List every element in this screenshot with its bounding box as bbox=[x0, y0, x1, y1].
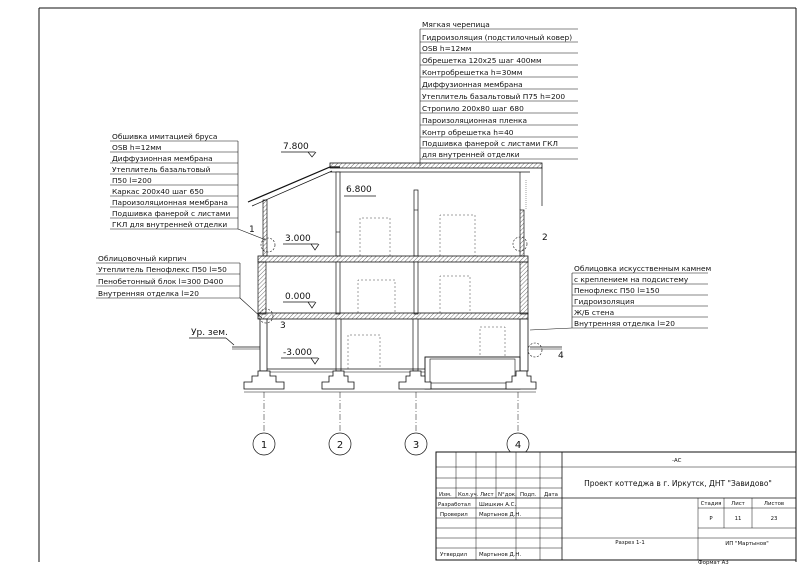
roof-note: OSB h=12мм bbox=[422, 44, 472, 53]
stone-note: Пенофлекс П50 l=150 bbox=[574, 286, 660, 295]
tb-name-check: Мартынов Д.Н. bbox=[479, 512, 522, 518]
brick-note: Утеплитель Пенофлекс П50 l=50 bbox=[98, 265, 227, 274]
axis-3: 3 bbox=[412, 440, 420, 451]
tb-col-ndok: N°док. bbox=[498, 492, 517, 498]
wall-note: Обшивка имитацией бруса bbox=[112, 132, 218, 141]
tb-sheets-header: Листов bbox=[763, 501, 785, 507]
tb-stage-header: Стадия bbox=[700, 501, 722, 507]
wall-note: Пароизоляционная мембрана bbox=[112, 198, 228, 207]
roof-note: Мягкая черепица bbox=[422, 20, 490, 29]
roof-note: Гидроизоляция (подстилочный ковер) bbox=[422, 33, 573, 42]
wall-note: П50 l=200 bbox=[112, 176, 152, 185]
wall-note: Утеплитель базальтовый bbox=[112, 165, 211, 174]
level-ground: 0.000 bbox=[285, 292, 311, 302]
tb-col-list: Лист bbox=[480, 492, 494, 498]
wall-notes bbox=[110, 132, 266, 240]
axis-2: 2 bbox=[336, 440, 344, 451]
stone-note: Ж/Б стена bbox=[574, 308, 615, 317]
roof-note: Контр обрешетка h=40 bbox=[422, 128, 514, 137]
roof-note: Диффузионная мембрана bbox=[422, 80, 523, 89]
callout-3: 3 bbox=[280, 321, 286, 331]
roof-note: Обрешетка 120х25 шаг 400мм bbox=[422, 56, 542, 65]
level-roof: 7.800 bbox=[283, 142, 309, 152]
tb-stage: Р bbox=[709, 516, 713, 522]
wall-note: Каркас 200х40 шаг 650 bbox=[112, 187, 204, 196]
tb-name-approve: Мартынов Д.Н. bbox=[479, 552, 522, 558]
tb-name-dev: Шишкин А.С. bbox=[479, 502, 517, 508]
wall-note: OSB h=12мм bbox=[112, 143, 162, 152]
axis-lines bbox=[264, 392, 518, 432]
brick-note: Пенобетонный блок l=300 D400 bbox=[98, 277, 224, 286]
wall-note: Диффузионная мембрана bbox=[112, 154, 213, 163]
stone-note: Гидроизоляция bbox=[574, 297, 635, 306]
roof-note: Подшивка фанерой с листами ГКЛ bbox=[422, 139, 558, 148]
stone-note: Облицовка искусственным камнем bbox=[574, 264, 712, 273]
tb-sheets: 23 bbox=[770, 516, 778, 522]
roof-note: Утеплитель базальтовый П75 h=200 bbox=[422, 92, 566, 101]
tb-sheet: 11 bbox=[734, 516, 742, 522]
axis-1: 1 bbox=[260, 440, 268, 451]
tb-role-dev: Разработал bbox=[438, 502, 471, 508]
axis-4: 4 bbox=[514, 440, 522, 451]
brick-notes bbox=[96, 254, 262, 318]
brick-note: Облицовочный кирпич bbox=[98, 254, 187, 263]
callout-4: 4 bbox=[558, 351, 564, 361]
callout-1: 1 bbox=[249, 225, 255, 235]
tb-project: Проект коттеджа в г. Иркутск, ДНТ "Завидово" bbox=[584, 479, 772, 488]
level-grade: Ур. зем. bbox=[191, 328, 228, 338]
stone-note: с креплением на подсистему bbox=[574, 275, 689, 284]
roof-note: для внутренней отделки bbox=[422, 150, 520, 159]
stone-notes bbox=[530, 264, 711, 330]
tb-sheet-header: Лист bbox=[731, 501, 745, 507]
roof-note: Стропило 200х80 шаг 680 bbox=[422, 104, 524, 113]
tb-col-izm: Изм. bbox=[439, 492, 452, 498]
tb-role-approve: Утвердил bbox=[440, 552, 468, 558]
wall-note: Подшивка фанерой с листами bbox=[112, 209, 231, 218]
roof-notes bbox=[420, 20, 578, 166]
callout-2: 2 bbox=[542, 233, 548, 243]
tb-format: Формат А3 bbox=[698, 560, 729, 565]
tb-col-koluch: Кол.уч. bbox=[458, 492, 479, 498]
tb-code: -АС bbox=[672, 458, 682, 464]
level-attic: 6.800 bbox=[346, 185, 372, 195]
roof-note: Пароизоляционная пленка bbox=[422, 116, 527, 125]
tb-role-check: Проверил bbox=[440, 512, 468, 518]
level-basement: -3.000 bbox=[283, 348, 313, 358]
tb-col-data: Дата bbox=[544, 492, 558, 498]
level-second: 3.000 bbox=[285, 234, 311, 244]
wall-note: ГКЛ для внутренней отделки bbox=[112, 220, 228, 229]
brick-note: Внутренняя отделка l=20 bbox=[98, 289, 199, 298]
callout-circle bbox=[528, 343, 542, 357]
tb-drawing-name: Разрез 1-1 bbox=[615, 540, 645, 546]
tb-col-podp: Подп. bbox=[520, 492, 537, 498]
roof-note: Контробрешетка h=30мм bbox=[422, 68, 523, 77]
stone-note: Внутренняя отделка l=20 bbox=[574, 319, 675, 328]
tb-company: ИП "Мартынов" bbox=[725, 541, 769, 547]
